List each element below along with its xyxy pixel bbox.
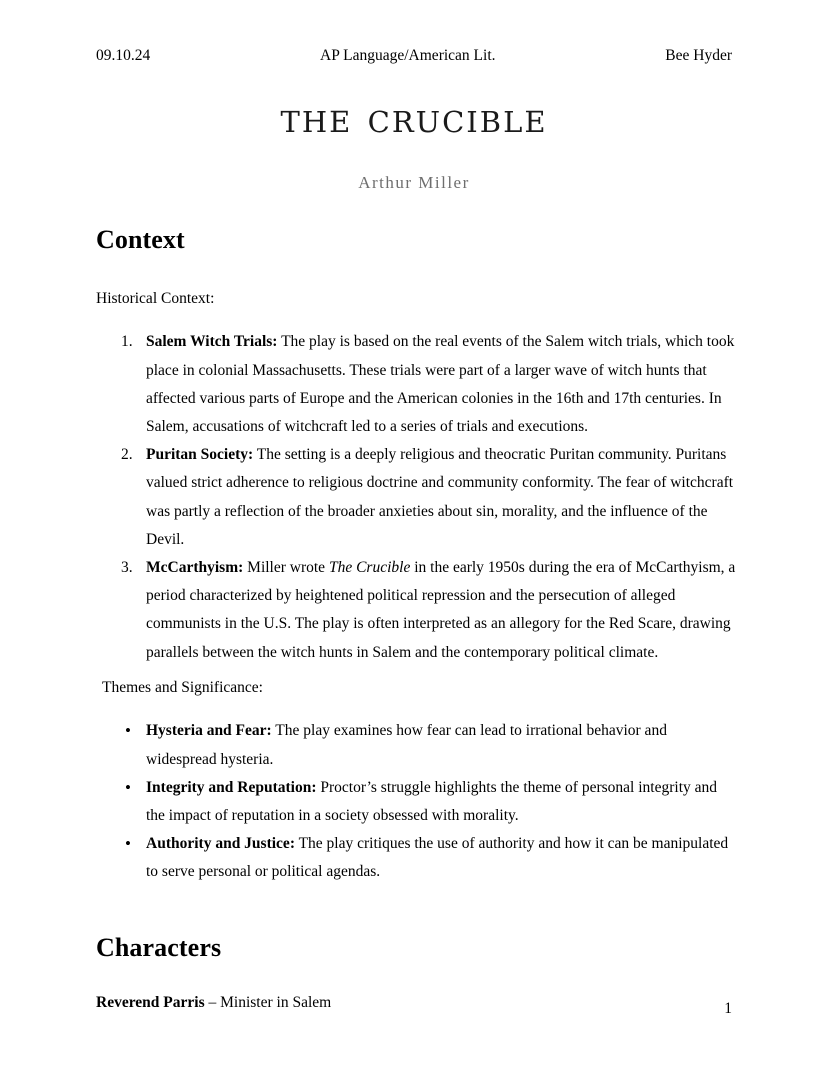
- list-marker: 3.: [121, 559, 133, 577]
- list-item-term: Salem Witch Trials:: [146, 333, 278, 351]
- character-description: – Minister in Salem: [204, 994, 332, 1012]
- list-marker: 2.: [121, 446, 133, 464]
- list-item-text: The setting is a deeply religious and theocratic Puritan community. Puritans valued strict adherence to religious doctrine and community conformity. The fear of witchcraft was partly a reflection of the broader anxieties about sin, morality, and the influence of the Devil.: [146, 446, 734, 548]
- list-item: [96, 328, 736, 441]
- document-header: [96, 47, 732, 66]
- list-item-term: Integrity and Reputation:: [146, 778, 317, 796]
- list-item-term: Puritan Society:: [146, 446, 254, 464]
- heading-characters: Characters: [96, 932, 222, 962]
- header-course: AP Language/American Lit.: [320, 47, 496, 64]
- list-item-term: McCarthyism:: [146, 559, 244, 577]
- list-item-text-after-title: in the early 1950s during the era of McCarthyism, a period characterized by heightened political repression and the persecution of alleged communists in the U.S. The play is often interpreted as an allegory for the Red Scare, drawing parallels between the witch hunts in Salem and the contemporary political climate.: [146, 559, 736, 661]
- bullet-icon: •: [125, 834, 131, 854]
- label-themes-significance: Themes and Significance:: [102, 678, 263, 696]
- bullet-icon: •: [125, 777, 131, 797]
- list-item: [96, 554, 736, 667]
- themes-significance-list: [96, 717, 736, 886]
- header-author-name: Bee Hyder: [665, 47, 732, 64]
- list-item: [96, 830, 736, 886]
- document-title: the crucible: [280, 93, 548, 142]
- document-body: [96, 225, 736, 1013]
- historical-context-list: [96, 328, 736, 666]
- list-item: [96, 717, 736, 773]
- list-marker: 1.: [121, 333, 133, 351]
- document-subtitle-author: Arthur Miller: [358, 173, 470, 193]
- page-number: 1: [724, 1000, 732, 1017]
- character-name: Reverend Parris: [96, 994, 205, 1012]
- play-title-italic: The Crucible: [328, 559, 411, 577]
- list-item-text-before-title: Miller wrote: [243, 559, 329, 577]
- list-item-text: The play critiques the use of authority and how it can be manipulated to serve personal or political agendas.: [146, 835, 729, 881]
- list-item-text: The play is based on the real events of the Salem witch trials, which took place in colonial Massachusetts. These trials were part of a larger wave of witch hunts that affected various parts of Europe and the American colonies in the 16th and 17th centuries. In Salem, accusations of witchcraft led to a series of trials and executions.: [146, 333, 735, 435]
- title-block: [96, 94, 732, 193]
- list-item: [96, 441, 736, 554]
- list-item-text: The play examines how fear can lead to irrational behavior and widespread hysteria.: [146, 722, 667, 768]
- heading-context: Context: [96, 225, 185, 254]
- list-item-text: Proctor’s struggle highlights the theme of personal integrity and the impact of reputation in a society obsessed with morality.: [146, 778, 718, 824]
- label-historical-context: Historical Context:: [96, 289, 215, 307]
- list-item-term: Hysteria and Fear:: [146, 722, 272, 740]
- list-item-term: Authority and Justice:: [146, 835, 295, 853]
- list-item: [96, 774, 736, 830]
- bullet-icon: •: [125, 721, 131, 741]
- header-date: 09.10.24: [96, 47, 151, 64]
